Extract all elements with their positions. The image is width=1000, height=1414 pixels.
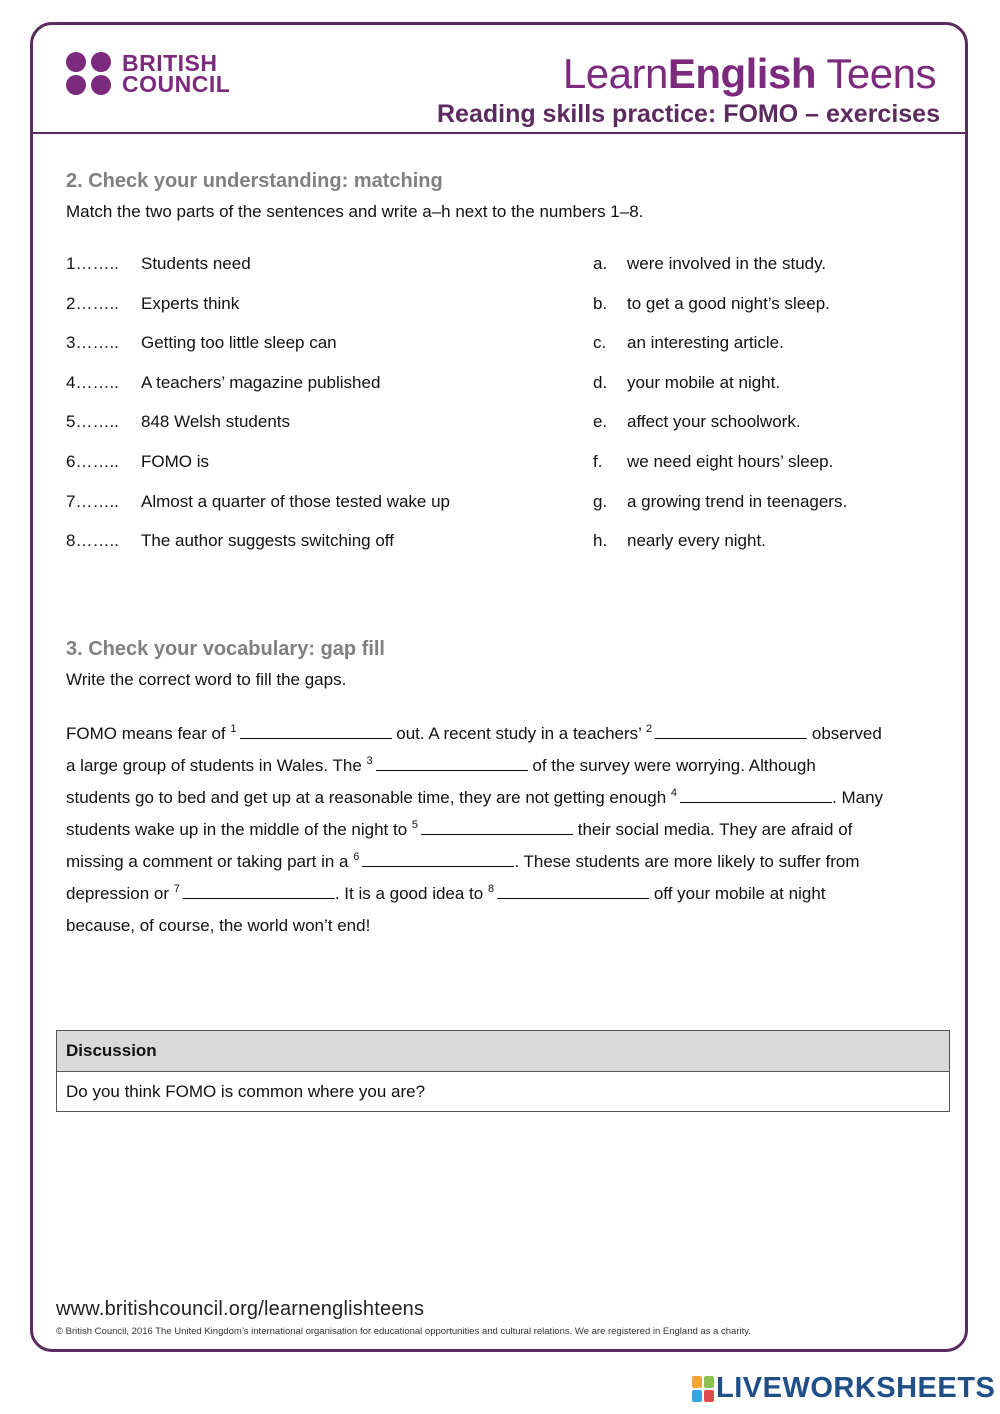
header-divider — [32, 132, 968, 134]
gap-text-segment: depression or — [66, 884, 174, 903]
gap-text-segment: because, of course, the world won’t end! — [66, 916, 371, 935]
gap-number: 6 — [353, 851, 360, 863]
matching-sentence-end: were involved in the study. — [627, 254, 827, 273]
gap-blank-5[interactable] — [421, 819, 573, 835]
matching-row — [66, 254, 946, 278]
matching-letter: f. — [593, 452, 603, 471]
gap-number: 1 — [230, 723, 237, 735]
matching-letter: c. — [593, 333, 607, 353]
gap-blank-4[interactable] — [680, 787, 832, 803]
gap-fill-paragraph — [66, 718, 946, 942]
matching-row — [66, 412, 946, 436]
gap-text-segment: students wake up in the middle of the night to — [66, 820, 412, 839]
gap-text-segment: off your mobile at night — [649, 884, 826, 903]
gap-text-segment: out. A recent study in a teachers’ — [391, 724, 647, 743]
british-council-logo — [66, 49, 231, 97]
brand-teens: Teens — [816, 50, 936, 97]
logo-text-line1: BRITISH — [122, 49, 218, 76]
gap-text-segment: missing a comment or taking part in a — [66, 852, 354, 871]
section2-title: 2. Check your understanding: matching — [66, 170, 443, 192]
gap-text-segment: their social media. They are afraid of — [573, 820, 853, 839]
matching-letter: d. — [593, 372, 608, 392]
matching-row — [66, 333, 946, 357]
matching-sentence-end: a growing trend in teenagers. — [627, 491, 848, 511]
discussion-question: Do you think FOMO is common where you are? — [66, 1082, 426, 1101]
matching-letter: h. — [593, 531, 608, 551]
matching-sentence-start: The author suggests switching off — [141, 531, 394, 551]
gap-text-segment: . It is a good idea to — [334, 884, 488, 903]
matching-sentence-end: an interesting article. — [627, 333, 784, 353]
section3-instruction: Write the correct word to fill the gaps. — [66, 670, 347, 689]
matching-sentence-start: Getting too little sleep can — [141, 333, 337, 353]
page-title: Reading skills practice: FOMO – exercises — [436, 100, 940, 128]
gap-blank-3[interactable] — [376, 755, 528, 771]
discussion-heading: Discussion — [57, 1031, 949, 1072]
matching-row — [66, 452, 946, 476]
matching-sentence-start: A teachers’ magazine published — [141, 372, 381, 392]
matching-sentence-end: your mobile at night. — [627, 372, 781, 392]
footer-url[interactable]: www.britishcouncil.org/learnenglishteens — [56, 1298, 425, 1320]
matching-number-blank[interactable]: 4…….. — [66, 372, 119, 392]
matching-number-blank[interactable]: 6…….. — [66, 452, 119, 471]
gap-text-segment: . Many — [832, 788, 884, 807]
matching-number-blank[interactable]: 8…….. — [66, 531, 119, 551]
gap-blank-8[interactable] — [497, 883, 649, 899]
matching-sentence-end: affect your schoolwork. — [627, 412, 801, 432]
section2-instruction: Match the two parts of the sentences and write a–h next to the numbers 1–8. — [66, 202, 644, 221]
liveworksheets-text: LIVEWORKSHEETS — [716, 1372, 996, 1404]
gap-text-segment: of the survey were worrying. Although — [527, 756, 816, 775]
matching-row — [66, 373, 946, 397]
matching-letter: e. — [593, 412, 608, 432]
gap-blank-6[interactable] — [362, 851, 514, 867]
matching-row — [66, 531, 946, 555]
matching-sentence-start: Experts think — [141, 293, 240, 313]
section3-title: 3. Check your vocabulary: gap fill — [66, 638, 385, 660]
brand-english: English — [667, 50, 816, 97]
matching-number-blank[interactable]: 5…….. — [66, 412, 119, 432]
liveworksheets-logo — [692, 1372, 995, 1405]
matching-number-blank[interactable]: 1…….. — [66, 254, 119, 273]
matching-sentence-end: nearly every night. — [627, 531, 766, 551]
gap-text-segment: observed — [807, 724, 882, 743]
gap-number: 4 — [670, 787, 678, 799]
matching-row — [66, 294, 946, 318]
gap-blank-2[interactable] — [655, 723, 807, 739]
gap-blank-7[interactable] — [183, 883, 335, 899]
gap-text-segment: . These students are more likely to suffer from — [514, 852, 860, 871]
gap-number: 7 — [173, 883, 180, 895]
matching-sentence-end: to get a good night’s sleep. — [627, 293, 830, 313]
matching-letter: a. — [593, 254, 608, 273]
matching-number-blank[interactable]: 2…….. — [66, 293, 119, 313]
gap-number: 3 — [366, 755, 373, 767]
matching-row — [66, 492, 946, 516]
matching-sentence-end: we need eight hours’ sleep. — [627, 452, 834, 471]
matching-sentence-start: Students need — [141, 254, 251, 273]
logo-text-line2: COUNCIL — [122, 70, 231, 97]
british-council-dots-icon — [66, 52, 113, 95]
matching-sentence-start: 848 Welsh students — [141, 412, 290, 432]
matching-letter: g. — [593, 491, 608, 511]
brand-learn: Learn — [562, 50, 668, 97]
matching-sentence-start: FOMO is — [141, 452, 209, 471]
gap-text-segment: FOMO means fear of — [66, 724, 231, 743]
gap-text-segment: a large group of students in Wales. The — [66, 756, 367, 775]
matching-number-blank[interactable]: 3…….. — [66, 333, 119, 353]
footer-copyright: © British Council, 2016 The United Kingdom’s international organisation for educational opportunities and cultural relations. We are registered in England as a charity. — [56, 1326, 751, 1337]
gap-number: 5 — [411, 819, 419, 831]
liveworksheets-icon — [692, 1376, 714, 1402]
gap-number: 8 — [487, 883, 495, 895]
matching-letter: b. — [593, 293, 608, 313]
gap-text-segment: students go to bed and get up at a reasonable time, they are not getting enough — [66, 788, 671, 807]
matching-number-blank[interactable]: 7…….. — [66, 491, 119, 511]
matching-sentence-start: Almost a quarter of those tested wake up — [141, 491, 451, 511]
gap-number: 2 — [646, 723, 653, 735]
learnenglish-teens-brand — [563, 50, 936, 98]
gap-blank-1[interactable] — [240, 723, 392, 739]
discussion-table — [56, 1030, 950, 1112]
